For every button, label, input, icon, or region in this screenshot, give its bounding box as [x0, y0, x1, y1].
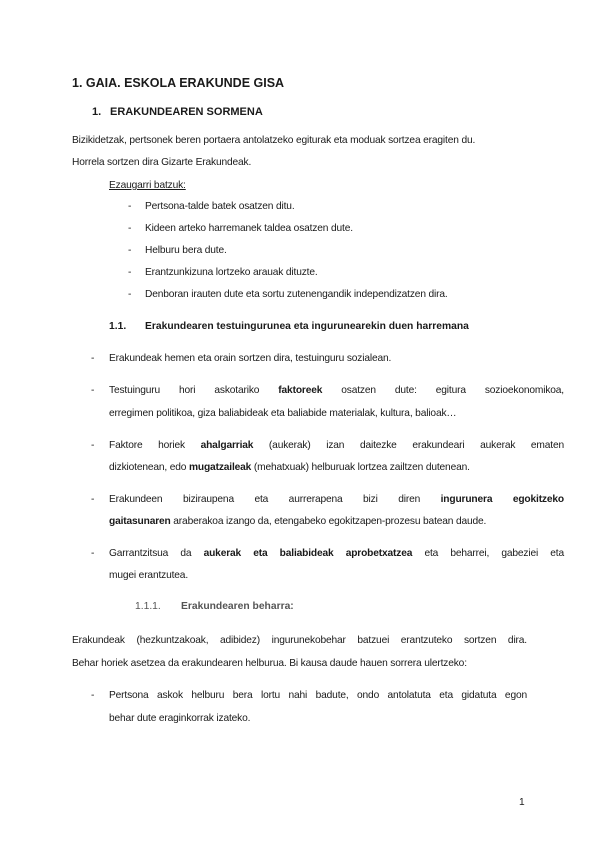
dash: - [128, 201, 132, 212]
bullet-text: erregimen politikoa, giza baliabideak eta baliabide materialak, kultura, balioak… [109, 408, 457, 419]
bullet-text: Garrantzitsua da aukerak eta baliabideak aprobetxatzea eta beharrei, gabeziei eta [109, 548, 564, 559]
dash: - [91, 353, 95, 364]
subsubsection-title: Erakundearen beharra: [181, 601, 294, 612]
page-number: 1 [519, 797, 525, 808]
intro-line-2: Horrela sortzen dira Gizarte Erakundeak. [72, 157, 252, 168]
page-title: 1. GAIA. ESKOLA ERAKUNDE GISA [72, 76, 285, 90]
bullet-text: behar dute eraginkorrak izateko. [109, 713, 251, 724]
bullet-text: Erakundeak hemen eta orain sortzen dira, testuinguru sozialean. [109, 353, 392, 364]
bullet-text: mugei erantzutea. [109, 570, 188, 581]
intro-line-1: Bizikidetzak, pertsonek beren portaera antolatzeko egiturak eta moduak sortzea eragiten du. [72, 135, 476, 146]
subsection-title: Erakundearen testuingurunea eta ingurunearekin duen harremana [145, 321, 469, 332]
subsection-number: 1.1. [109, 321, 127, 332]
dash: - [91, 385, 95, 396]
dash: - [91, 690, 95, 701]
bullet-text: Faktore horiek ahalgarriak (aukerak) izan daitezke erakundeari aukerak ematen [109, 440, 564, 451]
bullet-text: dizkiotenean, edo mugatzaileak (mehatxuak) helburuak lortzea zailtzen dutenean. [109, 462, 470, 473]
bullet-text: Testuinguru hori askotariko faktoreek osatzen dute: egitura sozioekonomikoa, [109, 385, 564, 396]
dash: - [128, 223, 132, 234]
feature-item: Erantzunkizuna lortzeko arauak dituzte. [145, 267, 318, 278]
dash: - [91, 548, 95, 559]
section-number: 1. [92, 106, 102, 118]
dash: - [91, 440, 95, 451]
dash: - [128, 289, 132, 300]
feature-item: Kideen arteko harremanek taldea osatzen dute. [145, 223, 353, 234]
paragraph-line: Behar horiek asetzea da erakundearen helburua. Bi kausa daude hauen sorrera ulertzeko: [72, 658, 467, 669]
dash: - [128, 267, 132, 278]
bullet-text: gaitasunaren araberakoa izango da, etengabeko egokitzapen-prozesu batean daude. [109, 516, 487, 527]
section-title: ERAKUNDEAREN SORMENA [110, 106, 263, 118]
bullet-text: Pertsona askok helburu bera lortu nahi badute, ondo antolatuta eta gidatuta egon [109, 690, 527, 701]
dash: - [128, 245, 132, 256]
feature-item: Helburu bera dute. [145, 245, 227, 256]
subsubsection-number: 1.1.1. [135, 601, 161, 612]
feature-item: Denboran irauten dute eta sortu zutenengandik independizatzen dira. [145, 289, 448, 300]
bullet-text: Erakundeen biziraupena eta aurrerapena bizi diren ingurunera egokitzeko [109, 494, 564, 505]
feature-item: Pertsona-talde batek osatzen ditu. [145, 201, 295, 212]
features-heading: Ezaugarri batzuk: [109, 180, 186, 191]
paragraph-line: Erakundeak (hezkuntzakoak, adibidez) ingurunekobehar batzuei erantzuteko sortzen dira. [72, 635, 527, 646]
dash: - [91, 494, 95, 505]
